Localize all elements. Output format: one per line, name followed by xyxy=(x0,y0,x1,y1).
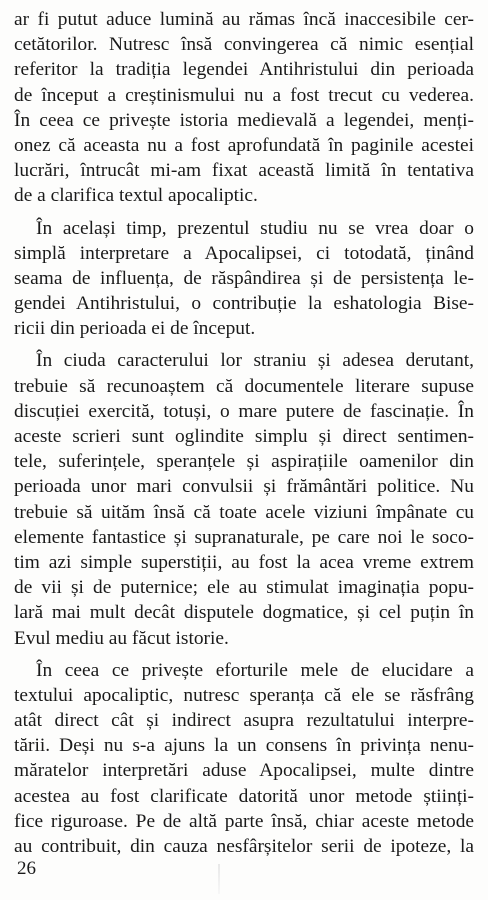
text-line: elemente fantastice și supranaturale, pe care noi le soco- xyxy=(14,526,474,548)
text-line: de a clarifica textul apocaliptic. xyxy=(14,185,258,207)
text-line: Evul mediu au făcut istorie. xyxy=(14,627,229,649)
text-line: tării. Deși nu s-a ajuns la un consens în privința nenu- xyxy=(14,735,474,757)
text-line: măratelor interpretări aduse Apocalipsei, multe dintre xyxy=(14,760,474,782)
text-line: În ceea ce privește istoria medievală a legendei, menți- xyxy=(14,109,474,131)
text-line: trebuie să uităm însă că toate acele viziuni împânate cu xyxy=(14,501,474,523)
text-line: gendei Antihristului, o contribuție la eshatologia Bise- xyxy=(14,293,474,315)
text-line: textului apocaliptic, nutresc speranța că ele se răsfrâng xyxy=(14,684,474,706)
text-line: de vii și de puternice; ele au stimulat imaginația popu- xyxy=(14,577,474,599)
text-line: simplă interpretare a Apocalipsei, ci totodată, ținând xyxy=(14,242,474,264)
text-line: În ciuda caracterului lor straniu și adesea derutant, xyxy=(36,350,474,372)
text-line: ar fi putut aduce lumină au rămas încă inaccesibile cer- xyxy=(14,9,474,30)
text-line: au contribuit, din cauza nesfârșitelor serii de ipoteze, la xyxy=(14,836,474,857)
text-line: lucrări, întrucât mi-am fixat această limită în tentativa xyxy=(14,160,474,182)
paragraph-gap xyxy=(14,209,474,216)
paragraph-gap xyxy=(14,341,474,348)
text-line: onez că aceasta nu a fost aprofundată în paginile acestei xyxy=(14,134,474,156)
text-line: În ceea ce privește eforturile mele de elucidare a xyxy=(36,659,474,681)
text-line: ricii din perioada ei de început. xyxy=(14,318,256,340)
text-line: acestea au fost clarificate datorită unor metode științi- xyxy=(14,785,474,807)
page-number: 26 xyxy=(17,858,36,879)
text-line: lară mai mult decât disputele dogmatice, și cel puțin în xyxy=(14,602,474,624)
text-line: seama de influența, de răspândirea și de persistența le- xyxy=(14,267,474,289)
text-line: fice riguroase. Pe de altă parte însă, chiar aceste metode xyxy=(14,810,474,832)
text-line: cetătorilor. Nutresc însă convingerea că nimic esențial xyxy=(14,34,474,56)
text-line: perioada unor mari convulsii și frământări politice. Nu xyxy=(14,476,474,498)
text-line: atât direct cât și indirect asupra rezultatului interpre- xyxy=(14,710,474,732)
text-line: În același timp, prezentul studiu nu se vrea doar o xyxy=(36,217,474,239)
text-line: trebuie să recunoaștem că documentele literare supuse xyxy=(14,375,474,397)
text-line: referitor la tradiția legendei Antihristului din perioada xyxy=(14,59,474,81)
text-line: tim azi simple superstiții, au fost la acea vreme extrem xyxy=(14,551,474,573)
text-line: de început a creștinismului nu a fost trecut cu vederea. xyxy=(14,84,474,106)
text-line: tele, suferințele, speranțele și aspirațiile oamenilor din xyxy=(14,451,474,473)
paragraph-gap xyxy=(14,651,474,658)
text-line: aceste scrieri sunt oglindite simplu și direct sentimen- xyxy=(14,426,474,447)
scan-artifact xyxy=(218,864,220,894)
body-text xyxy=(14,7,474,859)
text-line: discuției exercită, totuși, o mare putere de fascinație. În xyxy=(14,400,474,422)
